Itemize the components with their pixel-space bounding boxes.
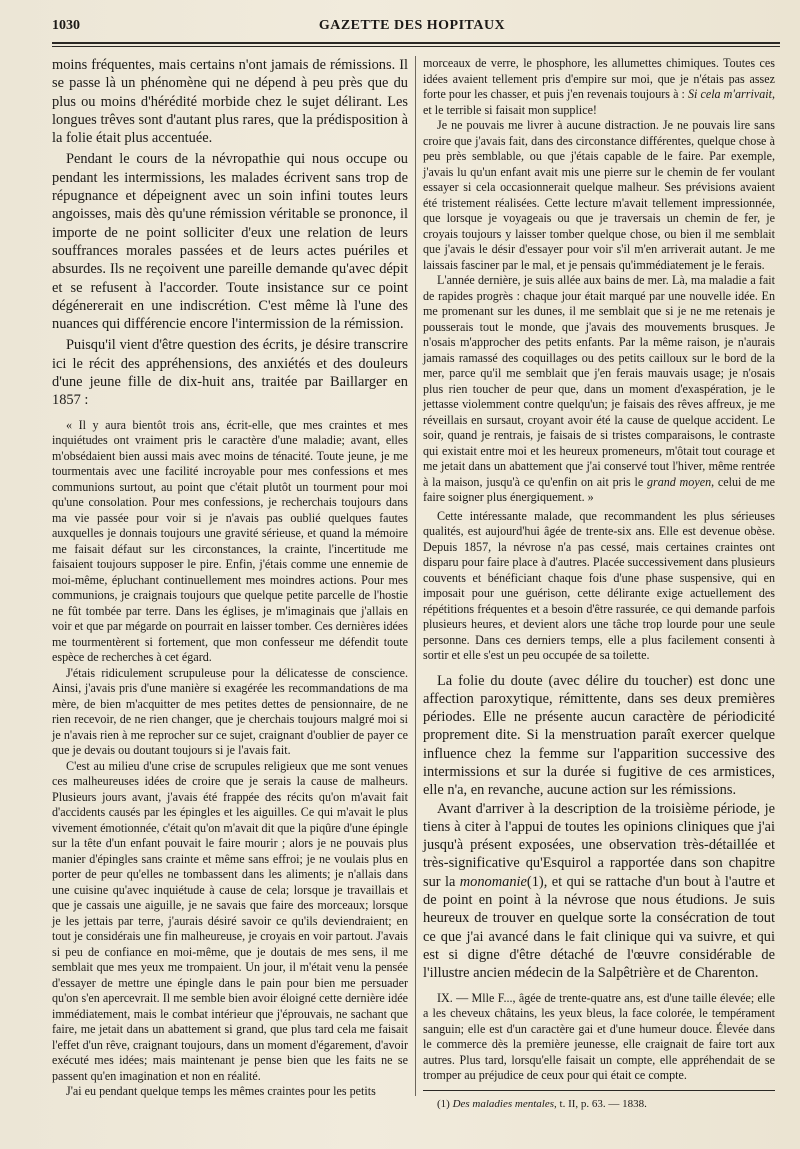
quoted-letter-paragraph: « Il y aura bientôt trois ans, écrit-elle, que mes craintes et mes inquiétudes ont vraiment pris le caractère d'une maladie; avant, elles m'obsédaient bien aussi mais avec moins de ténacité. Toute jeune, je me tourmentais avec une facilité incroyable pour mes confessions et mes communions surtout, au point que c'était plutôt un tourment pour moi qu'une consolation. Pour mes confessions, je recherchais toujours dans ma vie passée pour voir si je n'avais pas oublié quelques fautes auxquelles je donnais toujours une gravité sérieuse, et quand la mémoire me faisait défaut sur les circonstances, la crainte, l'incertitude me faisaient toujours supposer le pire. Enfin, j'étais comme une ennemie de moi-même, épluchant continuellement mes moindres actions. Pour mes communions, je craignais toujours que quelque petite parcelle de l'hostie ne fût tombée par terre. Dans les églises, je m'imaginais que j'allais en voir et que par mégarde on pourrait en laisser tomber. Ces dernières idées me tourmentèrent si fortement, que mon confesseur me défendit toute espèce de recherches à cet égard.: [52, 417, 408, 665]
page-number: 1030: [52, 18, 80, 33]
right-column: [423, 56, 775, 1111]
text-run: L'année dernière, je suis allée aux bains de mer. Là, ma maladie a fait de rapides progrès : chaque jour était marqué par une nouvelle idée. En me promenant sur les dunes, il me semblait que si je ne me retenais je pousserais tout le monde, que j'avais des mouvements brusques. Je n'osais m'approcher des petits enfants. Par la même raison, je n'aurais jamais ramassé des coquillages ou des petits cailloux sur le bord de la mer, parce qu'il me semblait que j'en ferais mauvais usage; je n'osais plus rien toucher de peur que, dans un moment d'exaspération, je le jettasse violemment contre quelqu'un; je faisais des rêves affreux, je me réveillais en sursaut, croyant avoir été la cause de quelque accident. Le soir, quand je rentrais, je faisais de si tristes comparaisons, le contraste qui existait entre moi et les heureux promeneurs, m'ôtait tout courage et me jetait dans un abattement que j'ai conservé tout l'hiver, même rentrée à la maison, jusqu'à ce qu'enfin on ait pris le: [423, 273, 775, 489]
italic-text: Des maladies mentales: [452, 1097, 555, 1110]
left-column: [52, 56, 408, 1100]
italic-text: Si cela m'arrivait: [687, 87, 772, 101]
text-run: , t. II, p. 63. — 1838.: [554, 1097, 647, 1110]
column-divider: [415, 56, 416, 1096]
paragraph: Pendant le cours de la névropathie qui nous occupe ou pendant les intermissions, les malades écrivent sans trop de répugnance et dépeignent avec un soin infini toutes leurs angoisses, mais dès qu'une rémission véritable se prononce, il importe de ne point solliciter d'eux une relation de leurs souffrances morales passées et de leurs actes puériles et absurdes. Ils ne reçoivent une pareille demande qu'avec dépit et se refusent à l'accorder. Toute insistance sur ce point dégénererait en une indiscrétion. C'est même là l'une des nuances qui différencie encore l'intermission de la rémission.: [52, 151, 408, 333]
paragraph: La folie du doute (avec délire du toucher) est donc une affection paroxytique, rémittente, dans ses deux premières périodes. Elle ne présente aucun caractère de périodicité proprement dite. Si la menstruation paraît exercer quelque influence chez la femme sur l'apparition successive des intermissions et sur la durée si fugitive de ces armistices, elle n'a, en revanche, aucune action sur les rémissions.: [423, 672, 775, 799]
paragraph: moins fréquentes, mais certains n'ont jamais de rémissions. Il se passe là un phénomène qui ne dépend à peu près que du plus ou moins d'hérédité morbide chez le sujet délirant. Les longues trêves sont d'autant plus rares, que la prédisposition à la folie était plus accentuée.: [52, 57, 408, 147]
journal-title: GAZETTE DES HOPITAUX: [318, 18, 506, 33]
quoted-letter-paragraph: [423, 56, 775, 118]
text-run: Avant d'arriver à la description de la troisième période, je tiens à citer à l'appui de toutes les opinions cliniques que j'ai jusqu'à présent exposées, une observation très-détaillée et très-significative qu'Esquirol a rapportée dans son chapitre sur la: [423, 800, 775, 890]
text-run: morceaux de verre, le phosphore, les allumettes chimiques. Toutes ces idées avaient tellement pris d'empire sur moi, que je n'étais pas assez forte pour les chasser, et puis j'en revenais toujours à :: [423, 56, 775, 101]
quoted-letter-paragraph: J'ai eu pendant quelque temps les mêmes craintes pour les petits: [66, 1084, 376, 1099]
quoted-letter-paragraph: Je ne pouvais me livrer à aucune distraction. Je ne pouvais lire sans croire que j'avais fait, dans des circonstance différentes, quelque chose à peu près semblable, ou que j'étais capable de le faire. Par exemple, j'avais lu qu'un enfant avait mis une pierre sur le chemin de fer voulant essayer si cela occasionnerait quelque malheur. Ses prévisions avaient été tristement réalisées. Cette lecture m'avait tellement impressionnée, que lorsque je voyageais ou que je traversais un chemin de fer, je croyais toujours y laisser tomber quelque chose, ou bien il me semblait que j'avais le désir d'essayer pour voir s'il m'en arriverait autant. Je me laissais fasciner par le mal, et je pensais qu'immédiatement je le ferais.: [423, 118, 775, 272]
footnote-rule: [423, 1090, 775, 1091]
quoted-letter-paragraph: J'étais ridiculement scrupuleuse pour la délicatesse de conscience. Ainsi, j'avais pris d'une manière si exagérée les recommandations de ma mère, de bien m'acquitter de mes petites dettes de pensionnaire, de ne rien recevoir, de ne rien changer, que je cherchais toujours malgré moi si je n'avais rien à me reprocher sur ce sujet, craignant d'oublier de payer ce que je devais ou doutant toujours si je l'avais fait.: [52, 665, 408, 758]
paragraph: Cette intéressante malade, que recommandent les plus sérieuses qualités, est aujourd'hui âgée de trente-six ans. Elle est devenue obèse. Depuis 1857, la névrose n'a pas cessé, mais certaines craintes ont disparu pour faire place à d'autres. Placée successivement dans plusieurs couvents et bénéficiant chaque fois d'une phase suspensive, qui en imposait pour une guérison, cette délirante exige actuellement des répétitions fréquentes et a besoin d'être rassurée, ce qui demande parfois plusieurs heures, et devient alors une tâche trop lourde pour une seule personne. Dans ces derniers temps, elle a plus facilement consenti à sortir et elle s'est un peu occupée de sa toilette.: [423, 508, 775, 662]
page-header: [52, 18, 772, 40]
quoted-letter-paragraph: C'est au milieu d'une crise de scrupules religieux que me sont venues ces malheureuses idées de croire que je serais la cause de malheurs. Plusieurs jours avant, j'avais été frappée des récits qu'on m'avait fait d'accidents causés par les épingles et les aiguilles. Ce qui m'avait le plus vivement émotionnée, c'était qu'on m'avait dit que la piqûre d'une épingle sur la tête d'un enfant pouvait le faire mourir ; alors je ne pouvais plus manier d'épingles sans crainte et même sans effroi; je ne voulais plus en porter de peur qu'elles ne tombassent dans les aliments; je n'allais dans une cuisine qu'avec inquiétude à cause de cela; lorsque je travaillais et que je cassais une aiguille, je ne savais que faire des morceaux; lorsque je les jettais par terre, j'aurais désiré savoir ce qu'ils deviendraient; en tout je considérais une fin malheureuse, je croyais en voir partout. J'avais si peu de confiance en moi-même, que je doutais de mes sens, il me semblait que mes yeux me trompaient. Un jour, il m'était venu la pensée d'essayer de mettre une épingle dans le pain pour bien me persuader qu'on s'en apercevrait. Il me semble bien avoir éloigné cette dernière idée immédiatement, mais le combat intérieur que j'éprouvais, ne sachant que faire, me jetait dans un abattement si grand, que plus tard cela me faisait l'effet d'un rêve, craignant toujours, dans un moment d'égarement, d'avoir exécuté mes idées; mais maintenant je pense bien que les faits ne se passent qu'en imagination et non en réalité.: [52, 758, 408, 1083]
italic-text: monomanie: [459, 873, 527, 890]
header-rule-thin: [52, 46, 780, 47]
text-run: (1): [437, 1097, 453, 1110]
text-run: , et le terrible si faisait mon supplice!: [423, 87, 775, 117]
italic-text: grand moyen: [646, 474, 712, 489]
paragraph: Puisqu'il vient d'être question des écrits, je désire transcrire ici le récit des appréhensions, des anxiétés et des douleurs d'une jeune fille de dix-huit ans, traitée par Baillarger en 1857 :: [52, 337, 408, 409]
text-run: (1), et qui se rattache d'un bout à l'autre et de point en point à la névrose que nous étudions. Je suis heureux de trouver en quelque sorte la consécration de tout ce que j'ai avancé dans le fait clinique qui va suivre, et qui est si digne d'être détaché de l'œuvre considérable de l'illustre ancien médecin de la Salpêtrière et de Charenton.: [423, 873, 775, 982]
case-observation: IX. — Mlle F..., âgée de trente-quatre ans, est d'une taille élevée; elle a les cheveux châtains, les yeux bleus, la face colorée, le tempérament sanguin; elle est d'un caractère gai et d'une humeur douce. Élevée dans le commerce dès la première jeunesse, elle craignait de faire tort aux autres. Plus tard, lorsqu'elle faisait un compte, elle appréhendait de se tromper au préjudice de ceux pour qui était ce compte.: [423, 990, 775, 1083]
text-run: , celui de me faire soigner plus énergiquement. »: [423, 474, 776, 504]
header-rule: [52, 42, 780, 44]
footnote: [423, 1097, 775, 1111]
paragraph: [423, 800, 775, 983]
quoted-letter-paragraph: [423, 273, 775, 506]
